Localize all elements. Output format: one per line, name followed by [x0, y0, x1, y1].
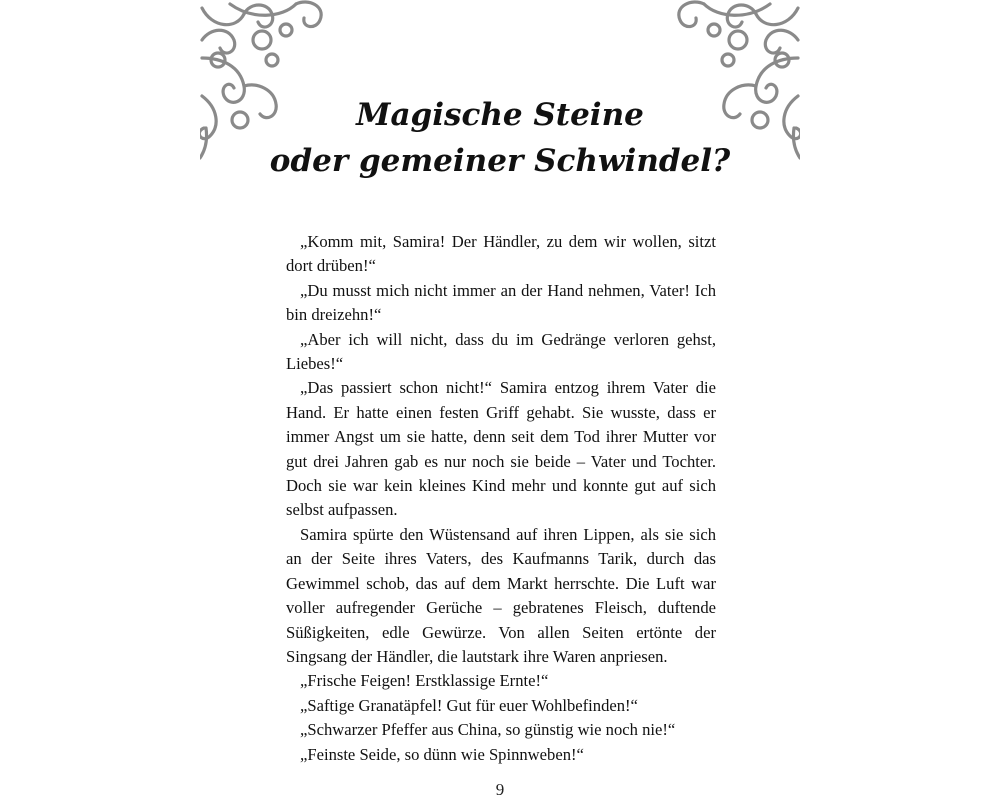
- paragraph: „Komm mit, Samira! Der Händler, zu dem wir wollen, sitzt dort drüben!“: [286, 232, 716, 276]
- paragraph: „Du musst mich nicht immer an der Hand nehmen, Vater! Ich bin dreizehn!“: [286, 280, 716, 325]
- paragraph: „Das passiert schon nicht!“ Samira entzog ihrem Vater die Hand. Er hatte einen festen Griff gehabt. Sie wusste, dass er immer Angst um sie hatte, denn seit dem Tod ihrer Mutter vor gut drei Jahren gab es nur noch sie beide – Vater und Tochter. Doch sie war kein kleines Kind mehr und konnte gut auf sich selbst aufpassen.: [286, 378, 716, 520]
- paragraph: „Aber ich will nicht, dass du im Gedränge verloren gehst, Liebes!“: [286, 329, 716, 374]
- page-number: 9: [495, 780, 505, 799]
- paragraph: Samira spürte den Wüstensand auf ihren Lippen, als sie sich an der Seite ihres Vaters, des Kaufmanns Tarik, durch das Gewimmel schob, das auf dem Markt herrschte. Die Luft war voller aufregender Gerüche – gebratenes Fleisch, duftende Süßigkeiten, edle Gewürze. Von allen Seiten ertönte der Singsang der Händler, die lautstark ihre Waren anpriesen.: [286, 524, 716, 666]
- chapter-title-line-1: Magische Steine: [356, 97, 644, 133]
- paragraph: „Frische Feigen! Erstklassige Ernte!“: [300, 671, 549, 691]
- paragraph: „Schwarzer Pfeffer aus China, so günstig wie noch nie!“: [300, 720, 676, 740]
- paragraph: „Feinste Seide, so dünn wie Spinnweben!“: [300, 744, 584, 764]
- chapter-title-line-2: oder gemeiner Schwindel?: [269, 143, 731, 179]
- chapter-title: [200, 92, 800, 184]
- chapter-body: [286, 230, 716, 767]
- book-page: [200, 0, 800, 800]
- paragraph: „Saftige Granatäpfel! Gut für euer Wohlbefinden!“: [300, 695, 638, 715]
